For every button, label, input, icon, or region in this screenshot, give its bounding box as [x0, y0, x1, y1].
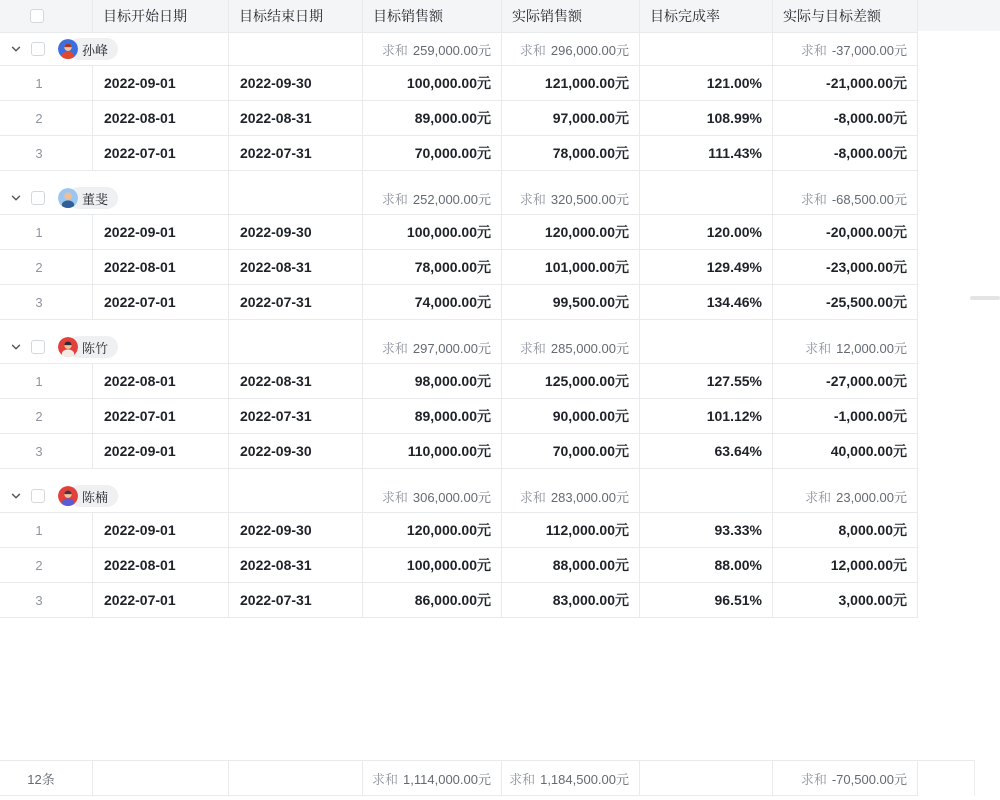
- footer-empty-rate-cell: [640, 761, 773, 795]
- group-gap: [0, 469, 918, 480]
- cell-difference[interactable]: 40,000.00元: [773, 434, 918, 468]
- group-empty-rate-cell: [640, 33, 773, 65]
- column-header-target-sales[interactable]: 目标销售额: [363, 0, 502, 32]
- row-number-cell: [0, 285, 93, 319]
- group-sum-target[interactable]: 求和 297,000.00元: [363, 331, 502, 363]
- scrollbar-thumb[interactable]: [970, 296, 1000, 300]
- cell-actual-sales[interactable]: 97,000.00元: [502, 101, 640, 135]
- row-number: 1: [35, 224, 43, 240]
- group-empty-cell: [229, 480, 363, 512]
- cell-start-date[interactable]: 2022-07-01: [93, 136, 229, 170]
- cell-completion-rate[interactable]: 96.51%: [640, 583, 773, 617]
- group-name: 董斐: [68, 187, 118, 209]
- cell-completion-rate[interactable]: 111.43%: [640, 136, 773, 170]
- avatar: [58, 486, 78, 506]
- sum-value: 285,000.00元: [550, 340, 629, 356]
- cell-target-sales[interactable]: 86,000.00元: [363, 583, 502, 617]
- cell-actual-sales[interactable]: 78,000.00元: [502, 136, 640, 170]
- group-person: [58, 485, 118, 507]
- cell-completion-rate[interactable]: 88.00%: [640, 548, 773, 582]
- row-number-cell: [0, 364, 93, 398]
- sum-value: 259,000.00元: [412, 42, 491, 58]
- chevron-down-icon[interactable]: [10, 43, 22, 55]
- table-row[interactable]: [0, 364, 918, 399]
- column-header-difference[interactable]: 实际与目标差额: [773, 0, 918, 32]
- sum-value: 12,000.00元: [836, 340, 907, 356]
- cell-difference[interactable]: -8,000.00元: [773, 136, 918, 170]
- cell-target-sales[interactable]: 100,000.00元: [363, 66, 502, 100]
- cell-target-sales[interactable]: 70,000.00元: [363, 136, 502, 170]
- avatar: [58, 337, 78, 357]
- table-row[interactable]: [0, 136, 918, 171]
- sum-value: 320,500.00元: [550, 191, 629, 207]
- cell-target-sales[interactable]: 74,000.00元: [363, 285, 502, 319]
- cell-target-sales[interactable]: 89,000.00元: [363, 399, 502, 433]
- group-sum-actual[interactable]: 求和 283,000.00元: [502, 480, 640, 512]
- cell-end-date[interactable]: 2022-09-30: [229, 215, 363, 249]
- cell-target-sales[interactable]: 110,000.00元: [363, 434, 502, 468]
- group-empty-cell: [229, 182, 363, 214]
- cell-difference[interactable]: -25,500.00元: [773, 285, 918, 319]
- row-number: 3: [35, 145, 43, 161]
- footer-sum-diff[interactable]: 求和 -70,500.00元: [773, 761, 918, 795]
- group-name: 陈楠: [68, 485, 118, 507]
- group-person: [58, 187, 118, 209]
- cell-completion-rate[interactable]: 127.55%: [640, 364, 773, 398]
- footer-empty-cell: [229, 761, 363, 795]
- footer-extension: [918, 760, 975, 796]
- footer-sum-actual[interactable]: 求和 1,184,500.00元: [502, 761, 640, 795]
- row-number-cell: [0, 399, 93, 433]
- cell-end-date[interactable]: 2022-08-31: [229, 364, 363, 398]
- cell-completion-rate[interactable]: 120.00%: [640, 215, 773, 249]
- cell-difference[interactable]: 8,000.00元: [773, 513, 918, 547]
- row-number: 2: [35, 110, 43, 126]
- cell-target-sales[interactable]: 120,000.00元: [363, 513, 502, 547]
- header-extension: [918, 0, 1000, 31]
- row-number: 1: [35, 373, 43, 389]
- group-title-cell: [0, 331, 229, 363]
- cell-start-date[interactable]: 2022-07-01: [93, 583, 229, 617]
- row-number-cell: [0, 583, 93, 617]
- cell-target-sales[interactable]: 100,000.00元: [363, 548, 502, 582]
- group-empty-cell: [229, 33, 363, 65]
- cell-actual-sales[interactable]: 99,500.00元: [502, 285, 640, 319]
- cell-actual-sales[interactable]: 90,000.00元: [502, 399, 640, 433]
- cell-completion-rate[interactable]: 121.00%: [640, 66, 773, 100]
- cell-end-date[interactable]: 2022-07-31: [229, 136, 363, 170]
- cell-completion-rate[interactable]: 93.33%: [640, 513, 773, 547]
- cell-target-sales[interactable]: 100,000.00元: [363, 215, 502, 249]
- cell-target-sales[interactable]: 78,000.00元: [363, 250, 502, 284]
- row-number-cell: [0, 548, 93, 582]
- cell-completion-rate[interactable]: 134.46%: [640, 285, 773, 319]
- cell-target-sales[interactable]: 89,000.00元: [363, 101, 502, 135]
- chevron-down-icon[interactable]: [10, 341, 22, 353]
- cell-difference[interactable]: 3,000.00元: [773, 583, 918, 617]
- cell-completion-rate[interactable]: 108.99%: [640, 101, 773, 135]
- select-all-checkbox[interactable]: [30, 9, 44, 23]
- group-sum-actual[interactable]: 求和 296,000.00元: [502, 33, 640, 65]
- table-row[interactable]: [0, 548, 918, 583]
- chevron-down-icon[interactable]: [10, 192, 22, 204]
- cell-actual-sales[interactable]: 88,000.00元: [502, 548, 640, 582]
- sum-value: 283,000.00元: [550, 489, 629, 505]
- row-number-cell: [0, 250, 93, 284]
- cell-start-date[interactable]: 2022-09-01: [93, 215, 229, 249]
- cell-target-sales[interactable]: 98,000.00元: [363, 364, 502, 398]
- group-sum-target[interactable]: 求和 259,000.00元: [363, 33, 502, 65]
- table-row[interactable]: [0, 101, 918, 136]
- column-header-end-date[interactable]: 目标结束日期: [229, 0, 363, 32]
- row-number: 3: [35, 443, 43, 459]
- group-header-row[interactable]: [0, 331, 918, 364]
- cell-completion-rate[interactable]: 129.49%: [640, 250, 773, 284]
- column-header-start-date[interactable]: 目标开始日期: [93, 0, 229, 32]
- cell-end-date[interactable]: 2022-08-31: [229, 250, 363, 284]
- cell-start-date[interactable]: 2022-08-01: [93, 364, 229, 398]
- group-empty-rate-cell: [640, 331, 773, 363]
- cell-end-date[interactable]: 2022-07-31: [229, 399, 363, 433]
- table-row[interactable]: [0, 434, 918, 469]
- sum-value: 306,000.00元: [412, 489, 491, 505]
- group-header-row[interactable]: [0, 33, 918, 66]
- cell-start-date[interactable]: 2022-07-01: [93, 399, 229, 433]
- table-header-row: [0, 0, 918, 33]
- sum-value: 1,184,500.00元: [540, 771, 629, 787]
- row-number-cell: [0, 101, 93, 135]
- group-sum-actual[interactable]: 求和 320,500.00元: [502, 182, 640, 214]
- group-checkbox[interactable]: [31, 489, 45, 503]
- row-number: 2: [35, 259, 43, 275]
- cell-start-date[interactable]: 2022-08-01: [93, 250, 229, 284]
- cell-difference[interactable]: -8,000.00元: [773, 101, 918, 135]
- group-title-cell: [0, 33, 229, 65]
- cell-actual-sales[interactable]: 112,000.00元: [502, 513, 640, 547]
- group-person: [58, 38, 118, 60]
- cell-difference[interactable]: -1,000.00元: [773, 399, 918, 433]
- group-sum-diff[interactable]: 求和 -37,000.00元: [773, 33, 918, 65]
- cell-completion-rate[interactable]: 101.12%: [640, 399, 773, 433]
- column-header-completion-rate[interactable]: 目标完成率: [640, 0, 773, 32]
- sum-value: 252,000.00元: [412, 191, 491, 207]
- column-header-actual-sales[interactable]: 实际销售额: [502, 0, 640, 32]
- row-number-cell: [0, 215, 93, 249]
- cell-start-date[interactable]: 2022-08-01: [93, 548, 229, 582]
- sum-value: 297,000.00元: [412, 340, 491, 356]
- cell-start-date[interactable]: 2022-09-01: [93, 513, 229, 547]
- summary-footer-row: [0, 760, 918, 796]
- cell-difference[interactable]: -20,000.00元: [773, 215, 918, 249]
- group-sum-diff[interactable]: 求和 -68,500.00元: [773, 182, 918, 214]
- cell-difference[interactable]: 12,000.00元: [773, 548, 918, 582]
- cell-actual-sales[interactable]: 120,000.00元: [502, 215, 640, 249]
- footer-sum-target[interactable]: 求和 1,114,000.00元: [363, 761, 502, 795]
- cell-difference[interactable]: -23,000.00元: [773, 250, 918, 284]
- cell-end-date[interactable]: 2022-09-30: [229, 513, 363, 547]
- header-select-cell: [0, 0, 93, 32]
- group-sum-target[interactable]: 求和 252,000.00元: [363, 182, 502, 214]
- cell-end-date[interactable]: 2022-07-31: [229, 583, 363, 617]
- row-number-cell: [0, 136, 93, 170]
- group-sum-diff[interactable]: 求和 12,000.00元: [773, 331, 918, 363]
- avatar: [58, 188, 78, 208]
- cell-end-date[interactable]: 2022-08-31: [229, 548, 363, 582]
- group-checkbox[interactable]: [31, 340, 45, 354]
- cell-start-date[interactable]: 2022-08-01: [93, 101, 229, 135]
- group-empty-rate-cell: [640, 480, 773, 512]
- cell-end-date[interactable]: 2022-07-31: [229, 285, 363, 319]
- table-row[interactable]: [0, 250, 918, 285]
- group-title-cell: [0, 182, 229, 214]
- table-row[interactable]: [0, 66, 918, 101]
- group-gap: [0, 171, 918, 182]
- group-name: 陈竹: [68, 336, 118, 358]
- cell-difference[interactable]: -21,000.00元: [773, 66, 918, 100]
- row-number: 1: [35, 75, 43, 91]
- cell-actual-sales[interactable]: 70,000.00元: [502, 434, 640, 468]
- sum-value: 1,114,000.00元: [403, 771, 491, 787]
- group-gap: [0, 320, 918, 331]
- group-sum-diff[interactable]: 求和 23,000.00元: [773, 480, 918, 512]
- group-person: [58, 336, 118, 358]
- cell-end-date[interactable]: 2022-09-30: [229, 66, 363, 100]
- cell-actual-sales[interactable]: 101,000.00元: [502, 250, 640, 284]
- table-row[interactable]: [0, 513, 918, 548]
- group-checkbox[interactable]: [31, 191, 45, 205]
- sum-value: -70,500.00元: [831, 771, 907, 787]
- cell-start-date[interactable]: 2022-07-01: [93, 285, 229, 319]
- cell-actual-sales[interactable]: 125,000.00元: [502, 364, 640, 398]
- row-number: 1: [35, 522, 43, 538]
- cell-end-date[interactable]: 2022-08-31: [229, 101, 363, 135]
- group-checkbox[interactable]: [31, 42, 45, 56]
- group-empty-cell: [229, 331, 363, 363]
- avatar: [58, 39, 78, 59]
- row-number: 3: [35, 592, 43, 608]
- sum-value: 296,000.00元: [550, 42, 629, 58]
- cell-completion-rate[interactable]: 63.64%: [640, 434, 773, 468]
- group-sum-target[interactable]: 求和 306,000.00元: [363, 480, 502, 512]
- group-name: 孙峰: [68, 38, 118, 60]
- table-row[interactable]: [0, 583, 918, 618]
- cell-end-date[interactable]: 2022-09-30: [229, 434, 363, 468]
- row-number-cell: [0, 513, 93, 547]
- group-header-row[interactable]: [0, 480, 918, 513]
- group-title-cell: [0, 480, 229, 512]
- cell-actual-sales[interactable]: 121,000.00元: [502, 66, 640, 100]
- sum-value: 23,000.00元: [836, 489, 907, 505]
- table-row[interactable]: [0, 215, 918, 250]
- group-header-row[interactable]: [0, 182, 918, 215]
- group-empty-rate-cell: [640, 182, 773, 214]
- row-number: 2: [35, 557, 43, 573]
- sum-value: -37,000.00元: [831, 42, 907, 58]
- table-row[interactable]: [0, 285, 918, 320]
- row-number: 2: [35, 408, 43, 424]
- footer-empty-cell: [93, 761, 229, 795]
- row-number: 3: [35, 294, 43, 310]
- record-count: 12条: [0, 761, 93, 795]
- group-sum-actual[interactable]: 求和 285,000.00元: [502, 331, 640, 363]
- cell-actual-sales[interactable]: 83,000.00元: [502, 583, 640, 617]
- row-number-cell: [0, 66, 93, 100]
- cell-start-date[interactable]: 2022-09-01: [93, 66, 229, 100]
- sum-value: -68,500.00元: [831, 191, 907, 207]
- row-number-cell: [0, 434, 93, 468]
- cell-start-date[interactable]: 2022-09-01: [93, 434, 229, 468]
- cell-difference[interactable]: -27,000.00元: [773, 364, 918, 398]
- table-row[interactable]: [0, 399, 918, 434]
- chevron-down-icon[interactable]: [10, 490, 22, 502]
